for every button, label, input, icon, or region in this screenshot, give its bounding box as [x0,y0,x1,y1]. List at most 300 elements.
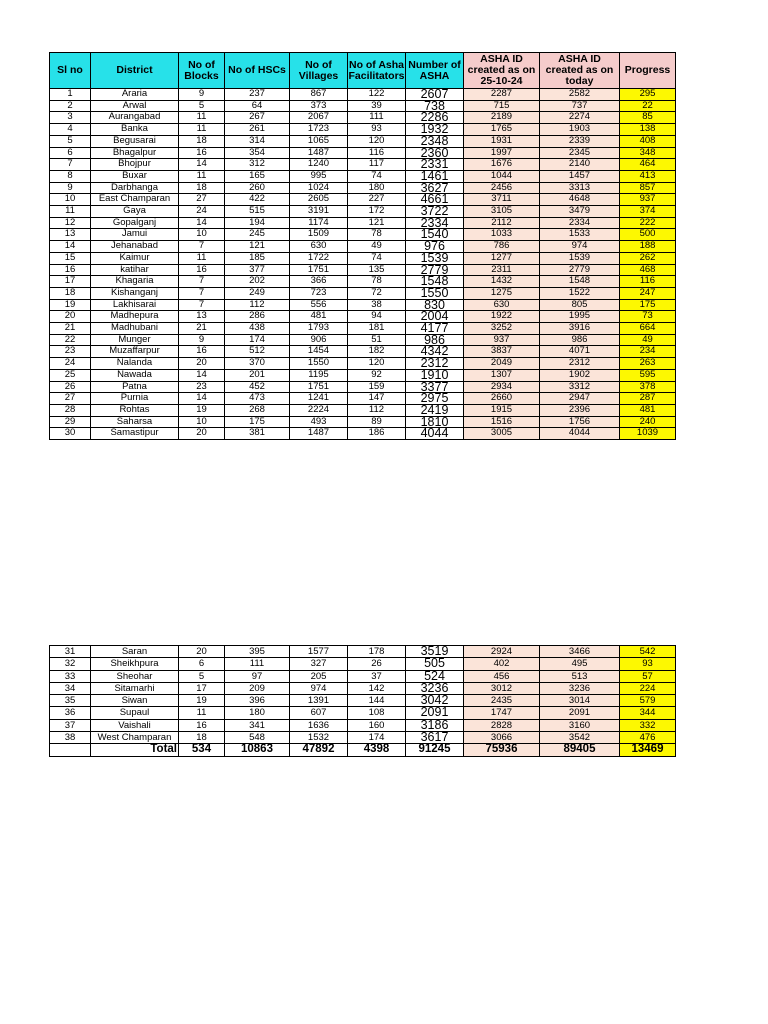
cell-facilitators: 120 [348,358,406,370]
cell-facilitators: 159 [348,381,406,393]
cell-villages: 1532 [290,732,348,744]
cell-id-created-today: 2947 [540,393,620,405]
cell-hscs: 395 [225,646,290,658]
cell-district: West Champaran [91,732,179,744]
cell-villages: 906 [290,334,348,346]
cell-hscs: 452 [225,381,290,393]
header-blocks: No of Blocks [179,53,225,89]
cell-id-created-date: 3005 [464,428,540,440]
cell-sl-no: 28 [50,404,91,416]
header-sl-no: Sl no [50,53,91,89]
table-row [50,428,676,440]
cell-progress: 542 [620,646,676,658]
cell-sl-no: 1 [50,89,91,101]
cell-sl-no: 23 [50,346,91,358]
cell-id-created-date: 1275 [464,287,540,299]
cell-id-created-today: 3479 [540,206,620,218]
cell-hscs: 245 [225,229,290,241]
cell-blocks: 20 [179,428,225,440]
cell-asha: 3519 [406,646,464,658]
cell-district: Khagaria [91,276,179,288]
cell-progress: 175 [620,299,676,311]
cell-hscs: 260 [225,182,290,194]
cell-asha: 986 [406,334,464,346]
cell-facilitators: 112 [348,404,406,416]
cell-hscs: 370 [225,358,290,370]
cell-progress: 295 [620,89,676,101]
cell-villages: 607 [290,707,348,719]
cell-id-created-today: 2396 [540,404,620,416]
cell-id-created-date: 2828 [464,719,540,731]
cell-progress: 664 [620,323,676,335]
cell-hscs: 473 [225,393,290,405]
cell-blocks: 11 [179,112,225,124]
table-row [50,416,676,428]
cell-hscs: 202 [225,276,290,288]
cell-facilitators: 144 [348,695,406,707]
cell-id-created-date: 3105 [464,206,540,218]
cell-hscs: 341 [225,719,290,731]
total-id-created-date: 75936 [464,744,540,756]
cell-asha: 2286 [406,112,464,124]
cell-progress: 468 [620,264,676,276]
cell-hscs: 180 [225,707,290,719]
cell-villages: 1240 [290,159,348,171]
table-row [50,346,676,358]
cell-id-created-today: 3313 [540,182,620,194]
cell-hscs: 312 [225,159,290,171]
cell-district: Nawada [91,369,179,381]
cell-hscs: 237 [225,89,290,101]
cell-id-created-today: 1756 [540,416,620,428]
cell-blocks: 9 [179,89,225,101]
cell-progress: 287 [620,393,676,405]
cell-villages: 556 [290,299,348,311]
cell-asha: 1540 [406,229,464,241]
cell-facilitators: 49 [348,241,406,253]
cell-asha: 2607 [406,89,464,101]
cell-id-created-today: 3236 [540,682,620,694]
cell-facilitators: 117 [348,159,406,171]
cell-villages: 1722 [290,252,348,264]
cell-villages: 1723 [290,124,348,136]
cell-villages: 1793 [290,323,348,335]
cell-hscs: 209 [225,682,290,694]
cell-villages: 327 [290,658,348,670]
cell-blocks: 20 [179,358,225,370]
table-row [50,707,676,719]
cell-villages: 205 [290,670,348,682]
table-row [50,404,676,416]
cell-district: Patna [91,381,179,393]
cell-id-created-date: 402 [464,658,540,670]
table-row [50,732,676,744]
cell-district: Araria [91,89,179,101]
cell-id-created-date: 1765 [464,124,540,136]
cell-blocks: 11 [179,252,225,264]
header-villages: No of Villages [290,53,348,89]
cell-sl-no: 2 [50,100,91,112]
cell-district: Madhepura [91,311,179,323]
cell-blocks: 18 [179,135,225,147]
cell-asha: 3627 [406,182,464,194]
cell-sl-no: 3 [50,112,91,124]
cell-asha: 4177 [406,323,464,335]
cell-facilitators: 227 [348,194,406,206]
cell-villages: 1509 [290,229,348,241]
table-row [50,311,676,323]
cell-id-created-today: 4648 [540,194,620,206]
total-row [50,744,676,756]
cell-facilitators: 116 [348,147,406,159]
cell-id-created-today: 2779 [540,264,620,276]
cell-district: Sheohar [91,670,179,682]
table-row [50,100,676,112]
header-hscs: No of HSCs [225,53,290,89]
cell-id-created-today: 1903 [540,124,620,136]
cell-facilitators: 74 [348,170,406,182]
asha-table-part2 [49,645,676,757]
cell-blocks: 16 [179,264,225,276]
cell-sl-no: 11 [50,206,91,218]
cell-id-created-date: 1277 [464,252,540,264]
cell-id-created-today: 1902 [540,369,620,381]
cell-asha: 2360 [406,147,464,159]
cell-progress: 138 [620,124,676,136]
cell-villages: 373 [290,100,348,112]
cell-progress: 857 [620,182,676,194]
cell-facilitators: 94 [348,311,406,323]
cell-facilitators: 74 [348,252,406,264]
cell-facilitators: 174 [348,732,406,744]
cell-id-created-date: 2456 [464,182,540,194]
cell-district: Arwal [91,100,179,112]
cell-hscs: 512 [225,346,290,358]
cell-villages: 1487 [290,428,348,440]
cell-villages: 366 [290,276,348,288]
cell-asha: 524 [406,670,464,682]
cell-blocks: 14 [179,369,225,381]
cell-asha: 2004 [406,311,464,323]
cell-id-created-date: 1044 [464,170,540,182]
cell-id-created-date: 1931 [464,135,540,147]
header-district: District [91,53,179,89]
cell-sl-no: 13 [50,229,91,241]
table-row [50,182,676,194]
cell-asha: 1910 [406,369,464,381]
cell-asha: 3186 [406,719,464,731]
cell-district: katihar [91,264,179,276]
cell-villages: 630 [290,241,348,253]
cell-id-created-today: 2312 [540,358,620,370]
asha-table-part1 [49,52,676,440]
cell-sl-no: 18 [50,287,91,299]
cell-id-created-today: 1548 [540,276,620,288]
cell-id-created-date: 3066 [464,732,540,744]
cell-progress: 93 [620,658,676,670]
cell-hscs: 165 [225,170,290,182]
cell-hscs: 381 [225,428,290,440]
cell-id-created-today: 2334 [540,217,620,229]
cell-hscs: 174 [225,334,290,346]
cell-asha: 4044 [406,428,464,440]
cell-id-created-date: 2189 [464,112,540,124]
cell-facilitators: 120 [348,135,406,147]
cell-sl-no: 10 [50,194,91,206]
cell-blocks: 24 [179,206,225,218]
header-id-created-today: ASHA ID created as on today [540,53,620,89]
table-row [50,112,676,124]
table-row [50,276,676,288]
cell-facilitators: 39 [348,100,406,112]
cell-facilitators: 51 [348,334,406,346]
cell-id-created-today: 495 [540,658,620,670]
cell-blocks: 10 [179,416,225,428]
cell-asha: 1548 [406,276,464,288]
cell-asha: 830 [406,299,464,311]
cell-district: Lakhisarai [91,299,179,311]
cell-blocks: 7 [179,299,225,311]
cell-sl-no: 35 [50,695,91,707]
cell-district: Kaimur [91,252,179,264]
cell-hscs: 515 [225,206,290,218]
table-row [50,287,676,299]
cell-blocks: 5 [179,670,225,682]
cell-district: Nalanda [91,358,179,370]
cell-sl-no: 19 [50,299,91,311]
cell-blocks: 21 [179,323,225,335]
cell-sl-no: 6 [50,147,91,159]
cell-id-created-date: 715 [464,100,540,112]
table-row [50,217,676,229]
cell-district: Saharsa [91,416,179,428]
cell-id-created-today: 974 [540,241,620,253]
cell-id-created-today: 3466 [540,646,620,658]
cell-hscs: 194 [225,217,290,229]
cell-id-created-date: 786 [464,241,540,253]
cell-sl-no: 36 [50,707,91,719]
cell-hscs: 64 [225,100,290,112]
cell-id-created-today: 4044 [540,428,620,440]
cell-sl-no: 27 [50,393,91,405]
cell-id-created-today: 4071 [540,346,620,358]
cell-id-created-today: 2091 [540,707,620,719]
cell-blocks: 9 [179,334,225,346]
cell-id-created-today: 3160 [540,719,620,731]
cell-asha: 2975 [406,393,464,405]
cell-district: Aurangabad [91,112,179,124]
cell-blocks: 17 [179,682,225,694]
cell-sl-no: 14 [50,241,91,253]
cell-hscs: 121 [225,241,290,253]
header-facilitators: No of Asha Facilitators [348,53,406,89]
cell-sl-no: 9 [50,182,91,194]
cell-id-created-today: 2140 [540,159,620,171]
cell-sl-no: 34 [50,682,91,694]
cell-progress: 73 [620,311,676,323]
cell-district: Siwan [91,695,179,707]
cell-sl-no: 15 [50,252,91,264]
cell-blocks: 11 [179,124,225,136]
cell-facilitators: 147 [348,393,406,405]
cell-blocks: 13 [179,311,225,323]
cell-progress: 481 [620,404,676,416]
cell-district: Gaya [91,206,179,218]
cell-id-created-today: 1533 [540,229,620,241]
table-row [50,147,676,159]
cell-id-created-today: 3312 [540,381,620,393]
cell-asha: 976 [406,241,464,253]
cell-id-created-today: 3542 [540,732,620,744]
cell-sl-no: 5 [50,135,91,147]
cell-id-created-date: 2924 [464,646,540,658]
cell-asha: 2348 [406,135,464,147]
cell-villages: 723 [290,287,348,299]
cell-facilitators: 26 [348,658,406,670]
cell-district: Bhagalpur [91,147,179,159]
cell-district: Gopalganj [91,217,179,229]
cell-sl-no: 7 [50,159,91,171]
cell-progress: 413 [620,170,676,182]
table-row [50,264,676,276]
cell-district: Kishanganj [91,287,179,299]
cell-blocks: 10 [179,229,225,241]
cell-facilitators: 92 [348,369,406,381]
cell-hscs: 249 [225,287,290,299]
cell-sl-no: 8 [50,170,91,182]
table-row [50,170,676,182]
cell-facilitators: 180 [348,182,406,194]
cell-id-created-date: 630 [464,299,540,311]
cell-villages: 1241 [290,393,348,405]
cell-progress: 116 [620,276,676,288]
cell-sl-no: 16 [50,264,91,276]
cell-id-created-date: 1915 [464,404,540,416]
cell-facilitators: 111 [348,112,406,124]
cell-facilitators: 181 [348,323,406,335]
cell-facilitators: 122 [348,89,406,101]
cell-id-created-date: 2311 [464,264,540,276]
cell-hscs: 111 [225,658,290,670]
cell-asha: 3042 [406,695,464,707]
cell-blocks: 19 [179,695,225,707]
cell-facilitators: 78 [348,229,406,241]
table-row [50,381,676,393]
cell-id-created-today: 805 [540,299,620,311]
cell-villages: 1550 [290,358,348,370]
total-hscs: 10863 [225,744,290,756]
cell-facilitators: 37 [348,670,406,682]
cell-id-created-date: 3012 [464,682,540,694]
cell-district: East Champaran [91,194,179,206]
cell-id-created-date: 1922 [464,311,540,323]
cell-sl-no: 12 [50,217,91,229]
cell-facilitators: 93 [348,124,406,136]
cell-villages: 974 [290,682,348,694]
cell-id-created-date: 1997 [464,147,540,159]
table-row [50,229,676,241]
total-blocks: 534 [179,744,225,756]
cell-id-created-date: 3711 [464,194,540,206]
cell-district: Muzaffarpur [91,346,179,358]
table-row [50,194,676,206]
cell-district: Jamui [91,229,179,241]
cell-asha: 3236 [406,682,464,694]
cell-district: Purnia [91,393,179,405]
cell-progress: 1039 [620,428,676,440]
cell-villages: 1065 [290,135,348,147]
cell-blocks: 14 [179,217,225,229]
cell-district: Banka [91,124,179,136]
cell-id-created-today: 2345 [540,147,620,159]
cell-progress: 374 [620,206,676,218]
cell-facilitators: 172 [348,206,406,218]
cell-blocks: 14 [179,159,225,171]
cell-progress: 49 [620,334,676,346]
cell-facilitators: 135 [348,264,406,276]
cell-id-created-today: 1539 [540,252,620,264]
total-asha: 91245 [406,744,464,756]
total-progress: 13469 [620,744,676,756]
header-id-created-date: ASHA ID created as on 25-10-24 [464,53,540,89]
cell-hscs: 185 [225,252,290,264]
cell-district: Madhubani [91,323,179,335]
cell-sl-no: 32 [50,658,91,670]
header-asha: Number of ASHA [406,53,464,89]
table-row [50,358,676,370]
cell-hscs: 548 [225,732,290,744]
cell-asha: 505 [406,658,464,670]
cell-facilitators: 160 [348,719,406,731]
cell-district: Vaishali [91,719,179,731]
cell-progress: 595 [620,369,676,381]
cell-asha: 4661 [406,194,464,206]
cell-blocks: 16 [179,346,225,358]
total-villages: 47892 [290,744,348,756]
cell-blocks: 16 [179,719,225,731]
cell-asha: 3722 [406,206,464,218]
cell-progress: 247 [620,287,676,299]
cell-progress: 500 [620,229,676,241]
cell-sl-no: 31 [50,646,91,658]
cell-progress: 234 [620,346,676,358]
cell-id-created-date: 1432 [464,276,540,288]
cell-blocks: 7 [179,241,225,253]
cell-district: Munger [91,334,179,346]
cell-id-created-date: 1516 [464,416,540,428]
cell-blocks: 23 [179,381,225,393]
cell-facilitators: 142 [348,682,406,694]
table-row [50,135,676,147]
cell-villages: 1391 [290,695,348,707]
cell-facilitators: 186 [348,428,406,440]
cell-asha: 4342 [406,346,464,358]
cell-id-created-date: 1747 [464,707,540,719]
table-row [50,682,676,694]
table-row [50,159,676,171]
table-row [50,334,676,346]
cell-sl-no: 30 [50,428,91,440]
cell-blocks: 11 [179,707,225,719]
cell-sl-no: 17 [50,276,91,288]
cell-hscs: 201 [225,369,290,381]
cell-hscs: 261 [225,124,290,136]
cell-facilitators: 89 [348,416,406,428]
cell-sl-no: 25 [50,369,91,381]
cell-villages: 1577 [290,646,348,658]
total-id-created-today: 89405 [540,744,620,756]
table-row [50,719,676,731]
